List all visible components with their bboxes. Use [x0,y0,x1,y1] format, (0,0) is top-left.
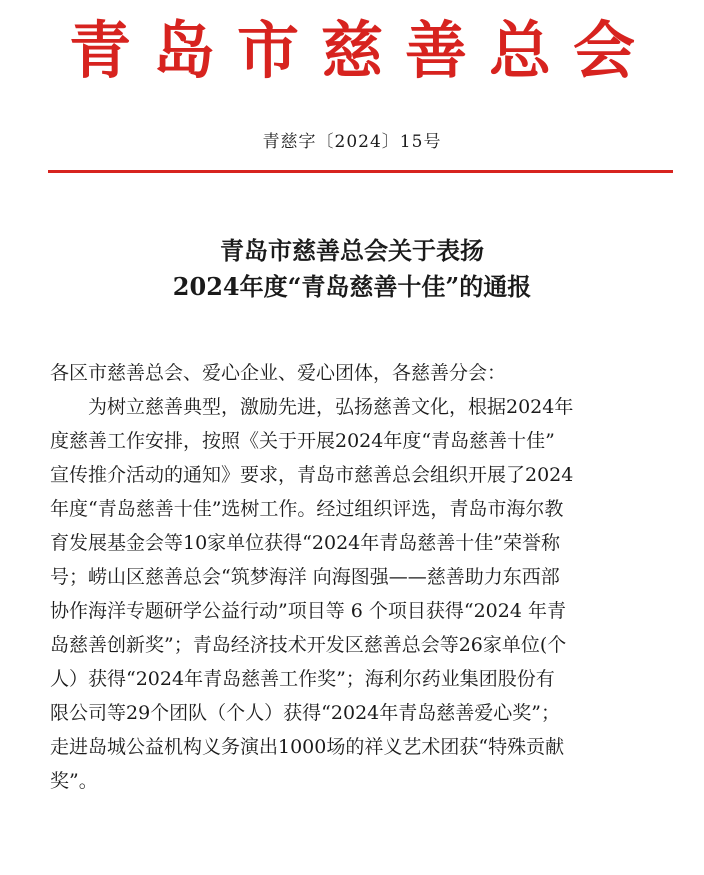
body-line: 度慈善工作安排，按照《关于开展2024年度“青岛慈善十佳” [50,430,555,452]
body-line: 人）获得“2024年青岛慈善工作奖”；海利尔药业集团股份有 [50,668,555,690]
body-paragraph [50,394,680,802]
document-number: 青慈字〔2024〕15号 [262,132,442,152]
body-line: 奖”。 [50,770,98,792]
notice-title [0,233,704,305]
salutation: 各区市慈善总会、爱心企业、爱心团体，各慈善分会： [50,362,507,384]
masthead-organization-name: 青岛市慈善总会 [68,14,657,87]
body-line: 走进岛城公益机构义务演出1000场的祥义艺术团获“特殊贡献 [50,736,565,758]
body-line: 号；崂山区慈善总会“筑梦海洋 向海图强——慈善助力东西部 [50,566,560,588]
body-line: 育发展基金会等10家单位获得“2024年青岛慈善十佳”荣誉称 [50,532,560,554]
notice-title-line-1: 青岛市慈善总会关于表扬 [220,236,484,265]
body-line: 协作海洋专题研学公益行动”项目等 6 个项目获得“2024 年青 [50,600,566,622]
body-line: 年度“青岛慈善十佳”选树工作。经过组织评选，青岛市海尔教 [50,498,564,520]
body-line: 宣传推介活动的通知》要求，青岛市慈善总会组织开展了2024 [50,464,574,486]
body-line: 限公司等29个团队（个人）获得“2024年青岛慈善爱心奖”； [50,702,560,724]
body-line: 为树立慈善典型，激励先进，弘扬慈善文化，根据2024年 [50,396,574,418]
notice-title-line-2: 2024年度“青岛慈善十佳”的通报 [172,272,532,301]
red-divider-line [48,170,673,173]
body-line: 岛慈善创新奖”；青岛经济技术开发区慈善总会等26家单位(个 [50,634,567,656]
